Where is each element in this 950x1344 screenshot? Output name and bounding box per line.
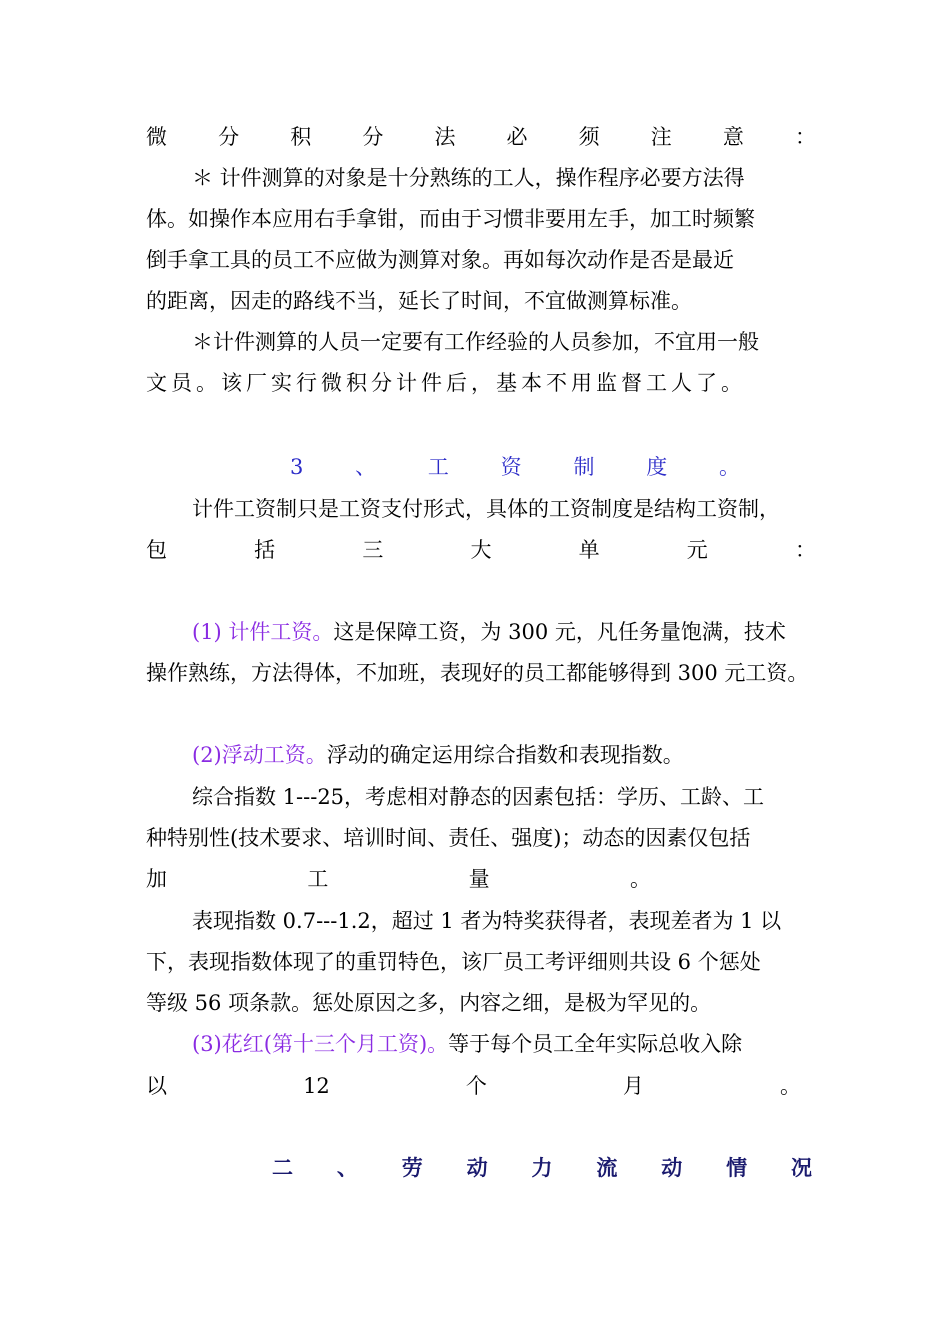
glyph: 资	[500, 455, 522, 479]
section-heading-labor-mobility	[272, 1153, 812, 1183]
glyph: 以	[146, 1074, 167, 1098]
glyph: 情	[726, 1155, 748, 1180]
glyph: 二	[272, 1155, 293, 1180]
line-9	[146, 535, 816, 565]
glyph: 必	[506, 125, 528, 149]
glyph: 分	[362, 125, 384, 149]
text-bonus: 等于每个员工全年实际总收入除	[448, 1032, 743, 1056]
line-11: 操作熟练，方法得体，不加班，表现好的员工都能够得到 300 元工资。	[146, 661, 809, 685]
line-5: 的距离，因走的路线不当，延长了时间，不宜做测算标准。	[146, 289, 692, 313]
line-14: 种特别性(技术要求、培训时间、责任、强度)；动态的因素仅包括	[146, 826, 751, 850]
glyph: 、	[355, 455, 377, 479]
line-1	[146, 122, 816, 152]
glyph: 。	[718, 455, 740, 479]
glyph: 12	[303, 1074, 330, 1098]
glyph: 工	[307, 867, 329, 891]
line-18: 等级 56 项条款。惩处原因之多，内容之细，是极为罕见的。	[146, 991, 712, 1015]
glyph: 分	[218, 125, 240, 149]
glyph: 3	[290, 455, 304, 479]
glyph: 、	[336, 1155, 358, 1180]
glyph: 制	[573, 455, 595, 479]
glyph: 法	[434, 125, 456, 149]
glyph: 。	[779, 1074, 801, 1098]
glyph: 单	[578, 538, 600, 562]
line-4: 倒手拿工具的员工不应做为测算对象。再如每次动作是否是最近	[146, 248, 734, 272]
glyph: 个	[465, 1074, 487, 1098]
line-10	[192, 617, 816, 647]
line-8: 计件工资制只是工资支付形式，具体的工资制度是结构工资制，	[192, 497, 780, 521]
line-16: 表现指数 0.7---1.2，超过 1 者为特奖获得者，表现差者为 1 以	[192, 909, 782, 933]
glyph: 元	[686, 538, 708, 562]
line-7: 文员。该厂实行微积分计件后，基本不用监督工人了。	[146, 371, 746, 395]
glyph: 量	[468, 867, 490, 891]
glyph: 三	[362, 538, 384, 562]
glyph: ：	[794, 125, 816, 149]
section-heading-wage-system	[290, 452, 740, 482]
line-2: ＊ 计件测算的对象是十分熟练的工人，操作程序必要方法得	[192, 166, 745, 190]
glyph: 加	[146, 867, 167, 891]
glyph: 动	[661, 1155, 683, 1180]
line-17: 下，表现指数体现了的重罚特色，该厂员工考评细则共设 6 个惩处	[146, 950, 761, 974]
glyph: 括	[254, 538, 276, 562]
line-15	[146, 864, 651, 894]
glyph: 流	[596, 1155, 618, 1180]
glyph: 须	[578, 125, 600, 149]
glyph: 大	[470, 538, 492, 562]
glyph: 。	[629, 867, 651, 891]
glyph: 微	[146, 125, 167, 149]
glyph: 劳	[401, 1155, 423, 1180]
glyph: 包	[146, 538, 167, 562]
line-3: 体。如操作本应用右手拿钳，而由于习惯非要用左手，加工时频繁	[146, 207, 755, 231]
label-floating-wage: (2)浮动工资。	[192, 743, 327, 767]
text-piece-wage: 这是保障工资，为 300 元，凡任务量饱满，技术	[333, 620, 786, 644]
line-19	[192, 1029, 816, 1059]
text-floating-wage: 浮动的确定运用综合指数和表现指数。	[326, 743, 684, 767]
label-bonus: (3)花红(第十三个月工资)。	[192, 1032, 449, 1056]
label-piece-wage: (1) 计件工资。	[192, 620, 334, 644]
line-13: 综合指数 1---25，考虑相对静态的因素包括：学历、工龄、工	[192, 785, 765, 809]
glyph: ：	[794, 538, 816, 562]
glyph: 度	[646, 455, 668, 479]
line-12	[192, 740, 816, 770]
line-6: ＊计件测算的人员一定要有工作经验的人员参加，不宜用一般	[192, 330, 759, 354]
glyph: 注	[650, 125, 672, 149]
glyph: 工	[427, 455, 449, 479]
glyph: 动	[466, 1155, 488, 1180]
glyph: 况	[791, 1155, 812, 1180]
glyph: 积	[290, 125, 312, 149]
line-20	[146, 1071, 801, 1101]
glyph: 力	[531, 1155, 553, 1180]
glyph: 意	[722, 125, 744, 149]
glyph: 月	[622, 1074, 644, 1098]
